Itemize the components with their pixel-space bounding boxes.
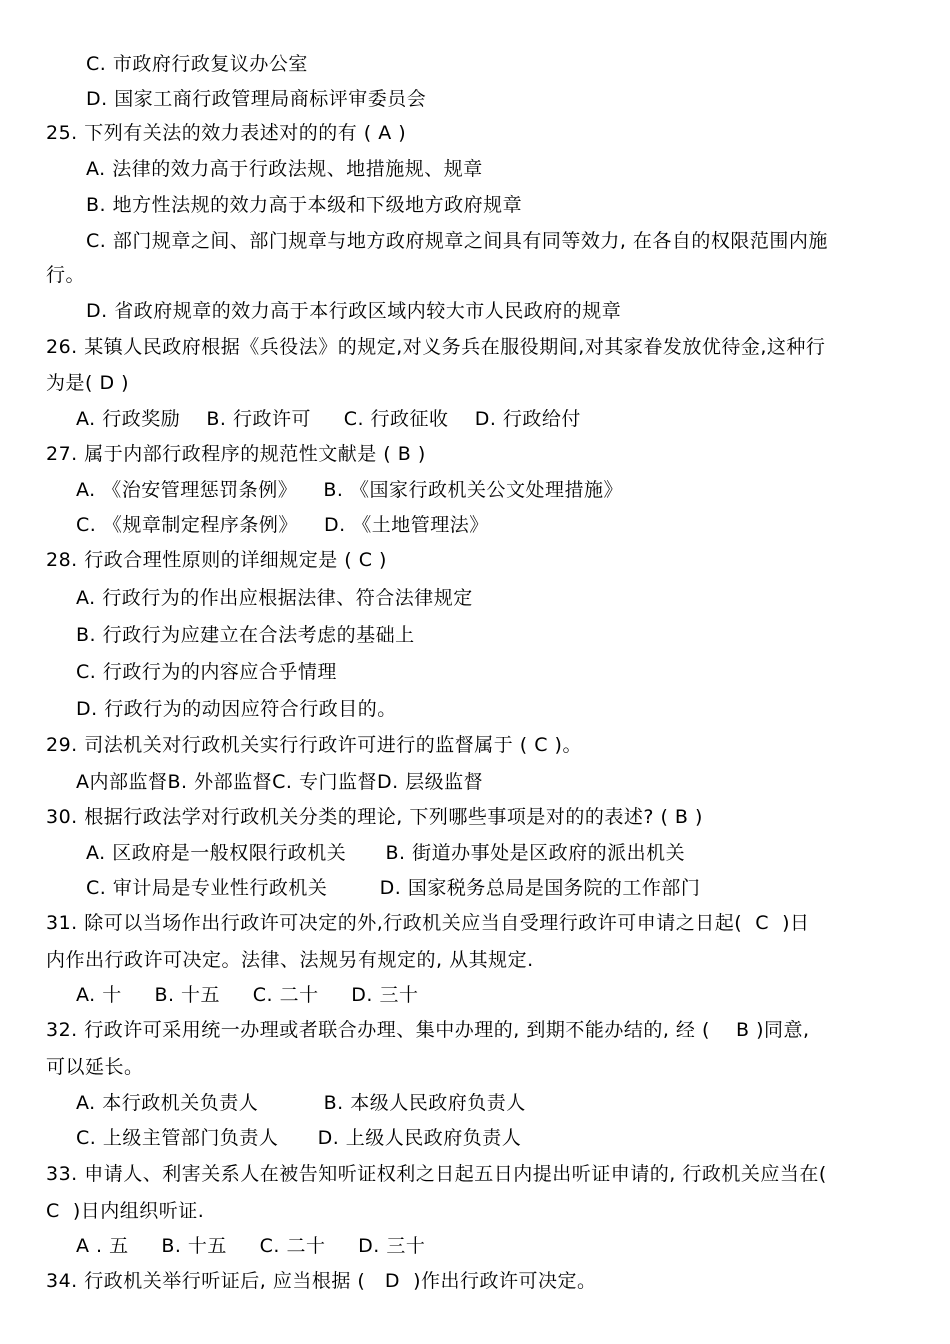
question-line: 29. 司法机关对行政机关实行行政许可进行的监督属于 ( C )。	[46, 734, 582, 756]
question-line: 34. 行政机关举行听证后, 应当根据 ( D )作出行政许可决定。	[46, 1270, 597, 1292]
question-line: 28. 行政合理性原则的详细规定是 ( C )	[46, 549, 387, 571]
option-line: A. 本行政机关负责人 B. 本级人民政府负责人	[76, 1092, 526, 1114]
question-line: 32. 行政许可采用统一办理或者联合办理、集中办理的, 到期不能办结的, 经 ( B )同意,	[46, 1019, 810, 1041]
option-line: D. 省政府规章的效力高于本行政区域内较大市人民政府的规章	[86, 300, 622, 322]
question-line: 25. 下列有关法的效力表述对的的有 ( A )	[46, 122, 407, 144]
option-line: A . 五 B. 十五 C. 二十 D. 三十	[76, 1235, 426, 1257]
option-line: B. 行政行为应建立在合法考虑的基础上	[76, 624, 415, 646]
question-line: 可以延长。	[46, 1056, 144, 1078]
option-line: 行。	[46, 264, 86, 286]
question-line: 30. 根据行政法学对行政机关分类的理论, 下列哪些事项是对的的表述? ( B )	[46, 806, 703, 828]
question-line: 26. 某镇人民政府根据《兵役法》的规定,对义务兵在服役期间,对其家眷发放优待金,这种行	[46, 336, 826, 358]
option-line: A. 十 B. 十五 C. 二十 D. 三十	[76, 984, 419, 1006]
option-line: D. 行政行为的动因应符合行政目的。	[76, 698, 397, 720]
option-line: C. 部门规章之间、部门规章与地方政府规章之间具有同等效力, 在各自的权限范围内施	[86, 230, 828, 252]
question-line: 27. 属于内部行政程序的规范性文献是 ( B )	[46, 443, 426, 465]
option-line: C. 《规章制定程序条例》 D. 《土地管理法》	[76, 514, 489, 536]
option-line: A. 法律的效力高于行政法规、地措施规、规章	[86, 158, 483, 180]
question-line: 33. 申请人、利害关系人在被告知听证权利之日起五日内提出听证申请的, 行政机关应当在(	[46, 1163, 827, 1185]
question-line: 为是( D )	[46, 372, 130, 394]
option-line: C. 市政府行政复议办公室	[86, 53, 308, 75]
option-line: A内部监督B. 外部监督C. 专门监督D. 层级监督	[76, 771, 484, 793]
option-line: A. 《治安管理惩罚条例》 B. 《国家行政机关公文处理措施》	[76, 479, 624, 501]
option-line: B. 地方性法规的效力高于本级和下级地方政府规章	[86, 194, 523, 216]
option-line: A. 行政奖励 B. 行政许可 C. 行政征收 D. 行政给付	[76, 408, 581, 430]
option-line: C. 审计局是专业性行政机关 D. 国家税务总局是国务院的工作部门	[86, 877, 701, 899]
question-line: C )日内组织听证.	[46, 1200, 205, 1222]
option-line: C. 行政行为的内容应合乎情理	[76, 661, 337, 683]
question-line: 内作出行政许可决定。法律、法规另有规定的, 从其规定.	[46, 949, 534, 971]
option-line: A. 行政行为的作出应根据法律、符合法律规定	[76, 587, 473, 609]
option-line: D. 国家工商行政管理局商标评审委员会	[86, 88, 427, 110]
option-line: C. 上级主管部门负责人 D. 上级人民政府负责人	[76, 1127, 522, 1149]
option-line: A. 区政府是一般权限行政机关 B. 街道办事处是区政府的派出机关	[86, 842, 686, 864]
question-line: 31. 除可以当场作出行政许可决定的外,行政机关应当自受理行政许可申请之日起( C )日	[46, 912, 810, 934]
